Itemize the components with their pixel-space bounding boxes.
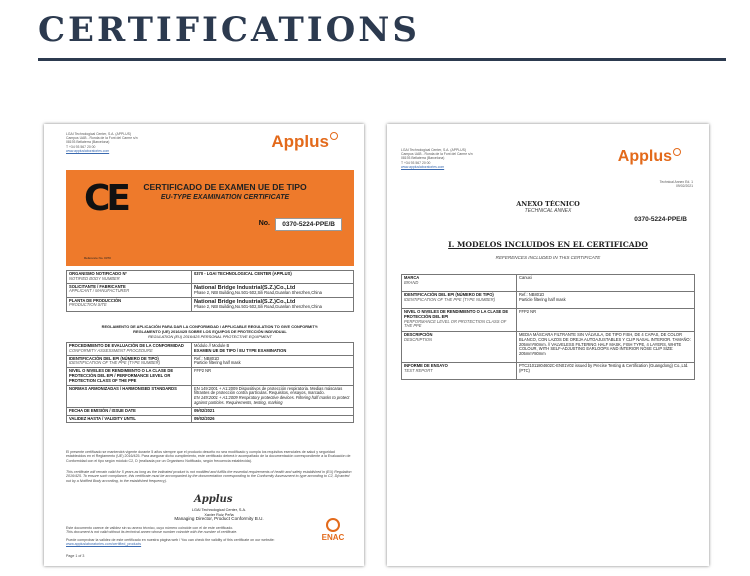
signer-block: LGAI Technological Center, S.A. Xavier Ruiz Peña Managing Director, Product Conformity B.U.	[174, 508, 264, 522]
certificate-number: 0370-5224-PPE/B	[275, 218, 342, 231]
holder-table	[66, 270, 354, 312]
table-row: IDENTIFICACIÓN DEL EPI (NÚMERO DE TIPO) IDENTIFICATION OF THE PPE (TYPE NUMBER) Ref.: NB801D Particle filtering half mask	[67, 355, 354, 368]
table-row: PROCEDIMIENTO DE EVALUACIÓN DE LA CONFORMIDAD CONFORMITY ASSESSMENT PROCEDURE Módulo // Module B EXAMEN UE DE TIPO / EU TYPE EXAMINATION	[67, 343, 354, 356]
eu-type-certificate-page	[44, 124, 364, 566]
certificate-number-label: No.	[258, 220, 270, 227]
assessment-table	[66, 342, 354, 423]
issuer-address: LGAI Technological Center, S.A. (APPLUS) Campus UAB - Ronda de la Font del Carme s/n 08193 Bellaterra (Barcelona) T +34 93 567 20 00 www.appluslaboratories.com	[401, 148, 473, 169]
models-table	[401, 274, 695, 380]
validity-text-en: This certificate will remain valid for 5 years as long as the indicated product is not modified and fulfills the essential requirements of health and safety established in (EU) Regulation 2016/425. To ensure such compliance, this certificate must be accompanied by the documentation corresponding to the Conformity Assessment to type according to C2, D(carried out by a Notified Body according, to the established frequency).	[66, 470, 352, 483]
signature: Applus	[194, 494, 233, 505]
table-row: SOLICITANTE / FABRICANTE APPLICANT / MANUFACTURER National Bridge Industrial(S.Z.)Co.,Ltd Phase 2, NBI Building,No.501-502,Sili Road,Guanlan Shenzhen,China	[67, 283, 354, 297]
annex-certificate-number: 0370-5224-PPE/B	[634, 216, 687, 223]
title-underline	[38, 58, 726, 61]
ce-reference: Reference No. 0370	[84, 256, 111, 260]
table-row: NIVEL O NIVELES DE RENDIMIENTO O LA CLASE DE PROTECCIÓN DEL EPI PERFORMANCE LEVEL OR PROTECTION CLASS OF THE PPE FFP2 NR	[402, 309, 695, 332]
applus-logo: Applus	[271, 132, 338, 152]
ce-mark: CE	[84, 178, 128, 219]
table-row: IDENTIFICACIÓN DEL EPI (NÚMERO DE TIPO) IDENTIFICATION OF THE PPE (TYPE NUMBER) Ref.: NB801D Particle filtering half mask	[402, 292, 695, 309]
table-row: ORGANISMO NOTIFICADO Nº NOTIFIED BODY NUMBER 0370 - LGAI TECHNOLOGICAL CENTER (APPLUS)	[67, 271, 354, 284]
enac-text: ENAC	[321, 533, 345, 542]
issuer-address: LGAI Technological Center, S.A. (APPLUS) Campus UAB - Ronda de la Font del Carme s/n 08193 Bellaterra (Barcelona) T +34 93 567 20 00 www.appluslaboratories.com	[66, 132, 138, 153]
section-title: I. MODELOS INCLUIDOS EN EL CERTIFICADO	[448, 240, 648, 249]
table-row: DESCRIPCIÓN DESCRIPTION MEDIA MÁSCARA FILTRANTE SIN VÁLVULA, DE TIPO FISH, DE 4 CAPAS, DE COLOR BLANCO, CON LAZOS DE OREJA AUTOAJUSTABLES Y CLIP NASAL INTERIOR. TAMAÑO: 205mm*80mm. // VALVELESS FILTERING HALF MASK, FISH TYPE, 4 LAYERS, WHITE COLOUR, WITH SELF-ADJUSTING EARLOOPS AND INTERIOR NOSE CLIP SIZE: 205mm*80mm	[402, 332, 695, 363]
enac-logo	[316, 516, 350, 544]
page-number: Page 1 of 3	[66, 554, 85, 558]
table-row: PLANTA DE PRODUCCIÓN PRODUCTION SITE National Bridge Industrial(S.Z.)Co.,Ltd Phase 2, NBI Building,No.501-502,Sili Road,Guanlan Shenzhen,China	[67, 297, 354, 311]
certificate-title-es: CERTIFICADO DE EXAMEN UE DE TIPO	[143, 182, 307, 192]
table-row: FECHA DE EMISIÓN / ISSUE DATE 09/02/2021	[67, 407, 354, 415]
certificate-banner	[66, 170, 354, 266]
table-row: NIVEL O NIVELES DE RENDIMIENTO O LA CLASE DE PROTECCIÓN DEL EPI / PERFORMANCE LEVEL OR PROTECTION CLASS OF THE PPE FFP2 NR	[67, 368, 354, 385]
applus-logo: Applus	[618, 148, 681, 166]
validity-text-es: El presente certificado se mantendrá vigente durante 5 años siempre que el producto descrito no sea modificado y cumpla los requisitos esenciales de salud y seguridad establecidos en el Reglamento (UE) 2016/425. Para asegurar dicho cumplimiento, este certificado deberá ir acompañado de la documentación correspondiente a la Evaluación de Conformidad con el tipo según módulo C2, D (realizada por un Organismo Notificado, según frecuencia establecida).	[66, 450, 351, 463]
certificate-title-en: EU-TYPE EXAMINATION CERTIFICATE	[160, 194, 290, 201]
table-row: NORMAS ARMONIZADAS / HARMONISED STANDARDS EN 149:2001 + A1:2009 Dispositivos de protección respiratoria. Medias máscaras filtrantes de protección contra partículas. Requisitos, ensayos, marcado. EN 149:2001 + A1:2009 Respiratory protective devices. Filtering half masks to protect against particles. Requirements, testing, marking	[67, 385, 354, 407]
table-row: VALIDEZ HASTA / VALIDITY UNTIL 09/02/2026	[67, 415, 354, 423]
technical-annex-page	[387, 124, 709, 566]
footer-notes: Este documento carece de validez sin su anexo técnico, cuyo número coincide con el de este certificado. This document is not valid without its technical annex whose number coincide with the number of certificate. Puede comprobar la validez de este certificado en nuestra página web / You can check the validity of this certificate on our website: www.appluslaboratories.com/certified_products	[66, 526, 275, 547]
regulation-block: REGLAMENTO DE APLICACIÓN PARA DAR LA CONFORMIDAD / APPLICABLE REGULATION TO GIVE CONFORMITY: REGLAMENTO (UE) 2016/425 SOBRE LOS EQUIPOS DE PROTECCIÓN INDIVIDUAL REGULATION (EU) 2016/425 PERSONAL PROTECTIVE EQUIPMENT	[101, 324, 319, 339]
table-row: MARCA BRAND Canuxi	[402, 275, 695, 292]
annex-reference: Technical Annex Ed. 1 09/02/2021	[659, 180, 693, 189]
section-subtitle: REFERENCES INCLUDED IN THIS CERTIFICATE	[495, 255, 601, 260]
annex-title: ANEXO TÉCNICO TECHNICAL ANNEX	[516, 200, 580, 214]
table-row: INFORME DE ENSAYO TEST REPORT PTC21011804602C-EN01V02 issued by Precise Testing & Certification (Guangdong) Co.,Ltd.(PTC)	[402, 363, 695, 380]
page-title: CERTIFICATIONS	[38, 10, 420, 50]
